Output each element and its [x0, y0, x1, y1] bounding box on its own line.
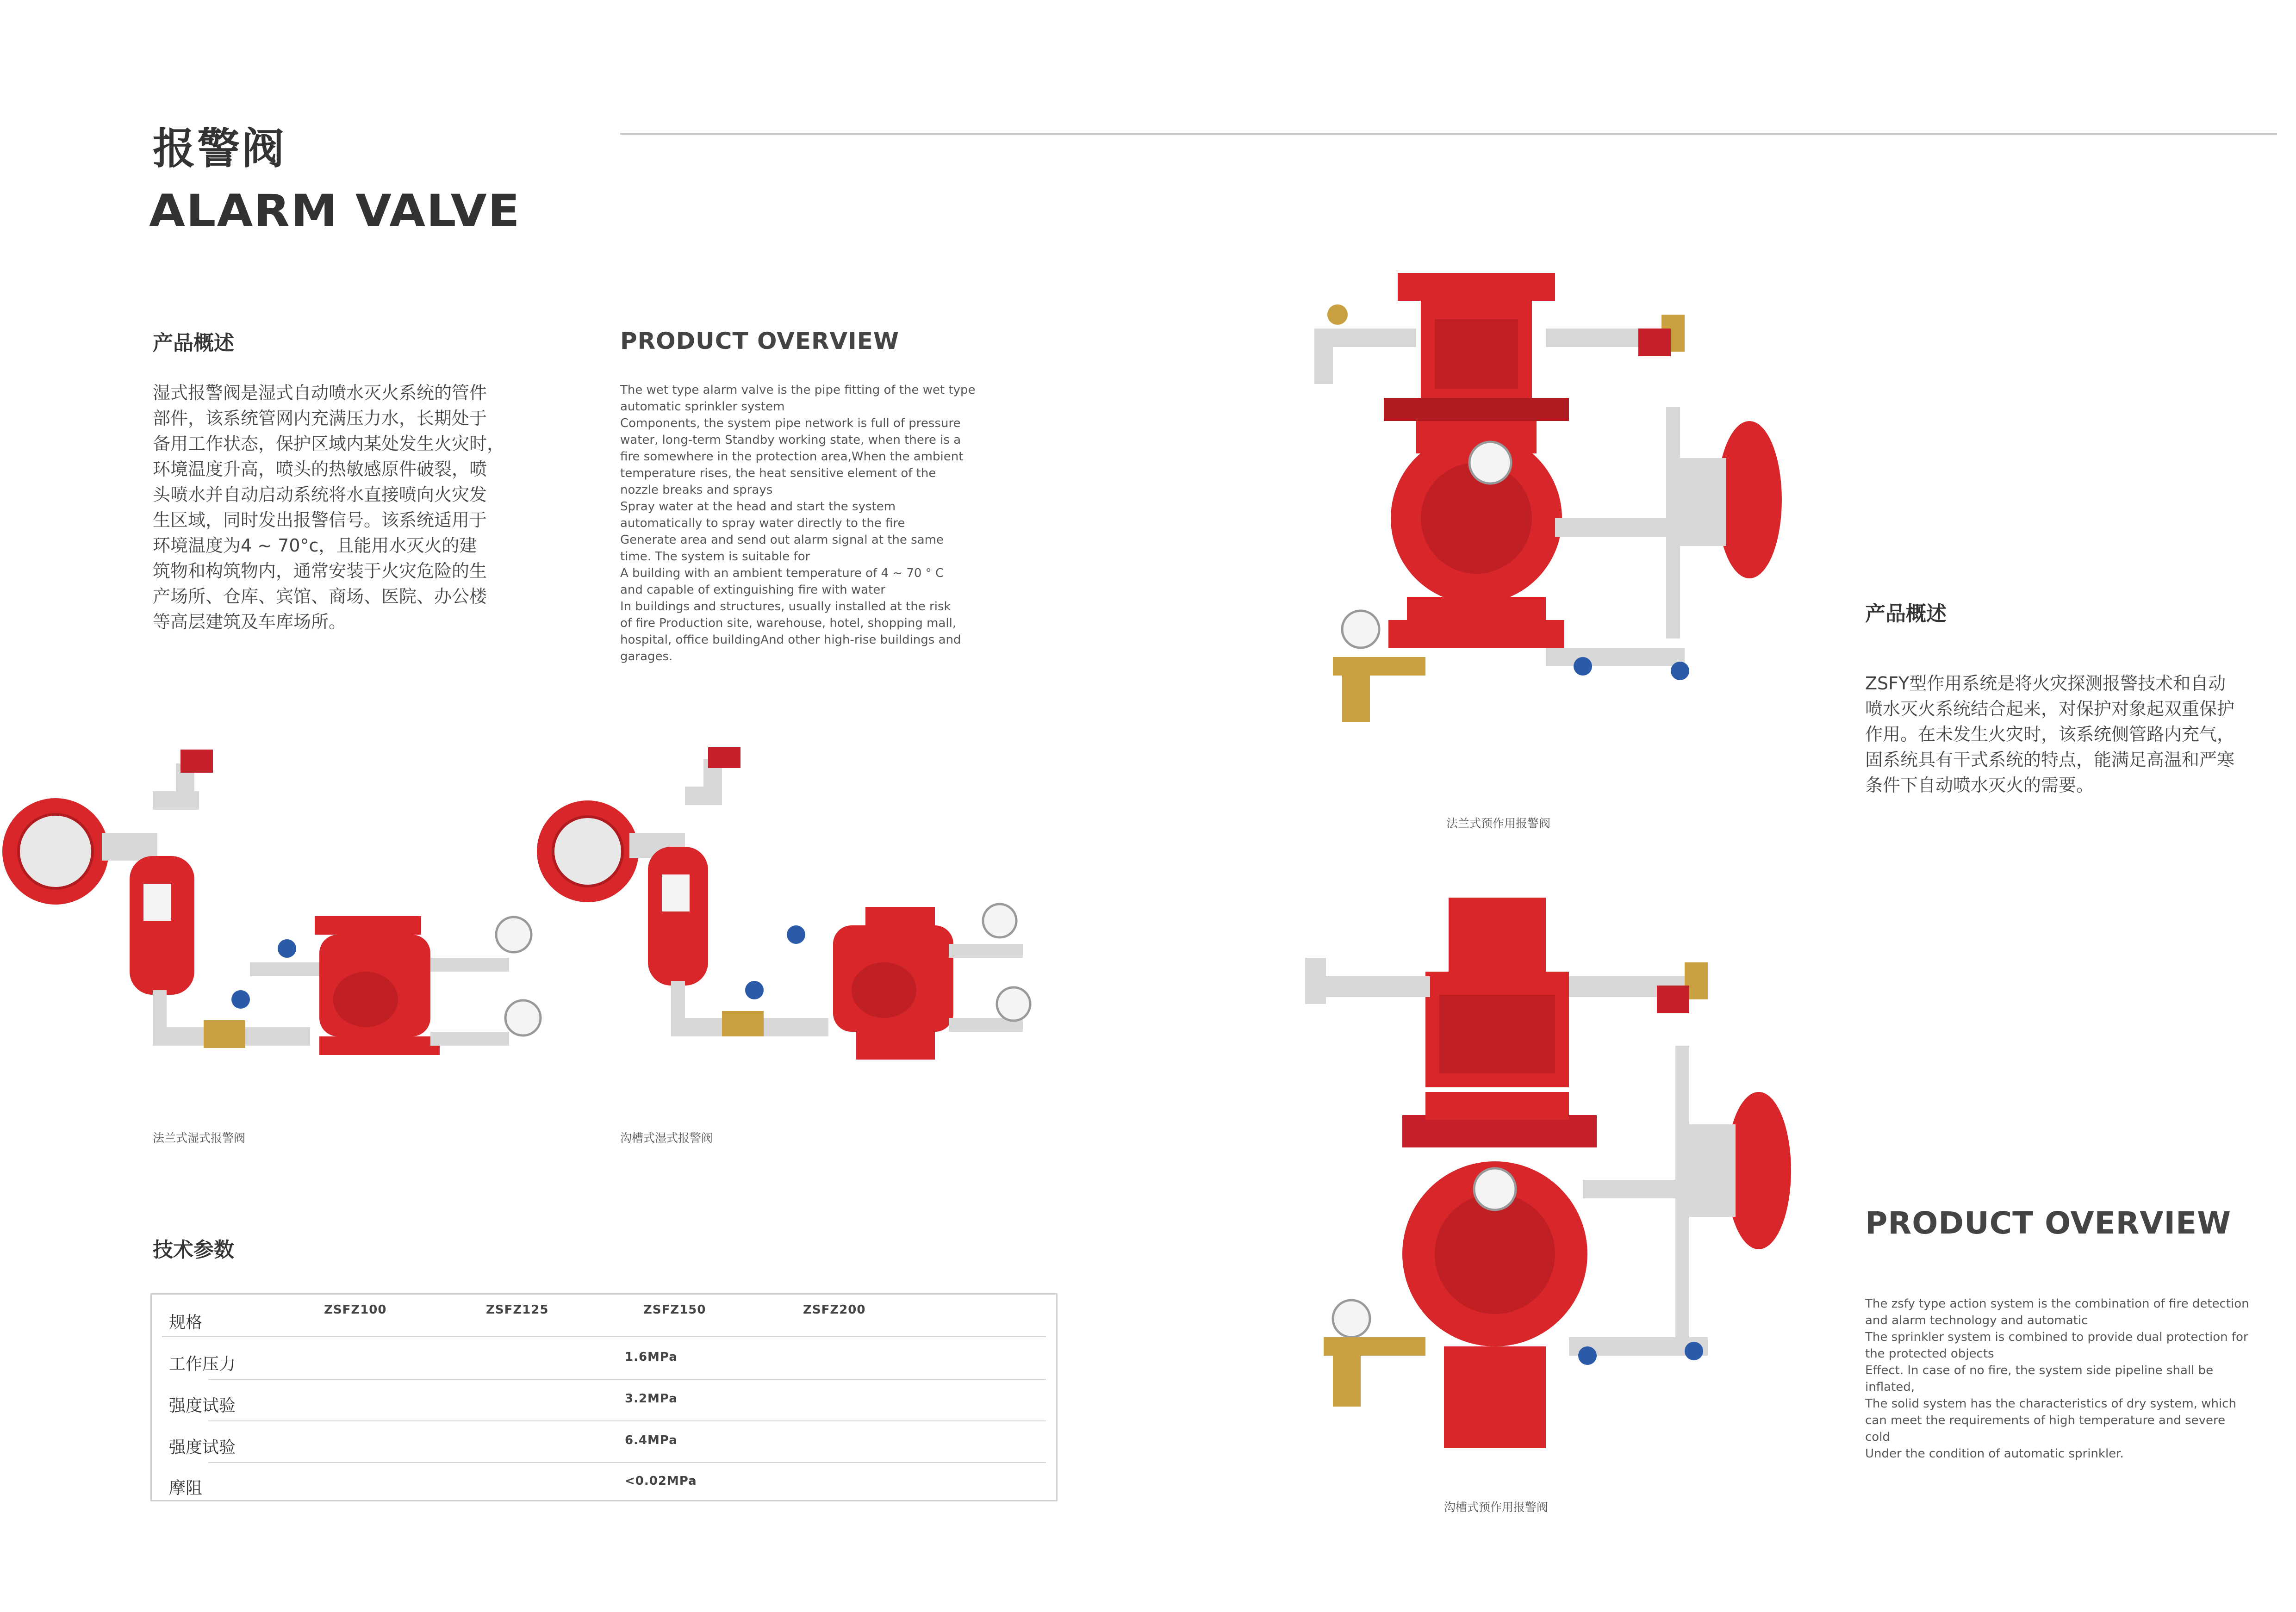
page-title-en: ALARM VALVE [149, 185, 521, 237]
table-row [162, 1465, 1046, 1507]
table-row [162, 1383, 1046, 1424]
row-divider [208, 1420, 1046, 1421]
overview-right-heading-cn: 产品概述 [1865, 602, 1947, 626]
caption-flange-wet: 法兰式湿式报警阀 [153, 1131, 246, 1145]
table-row [162, 1424, 1046, 1466]
overview-right-heading-en: PRODUCT OVERVIEW [1865, 1205, 2231, 1241]
spec-label: 工作压力 [169, 1355, 236, 1374]
row-divider [208, 1462, 1046, 1463]
spec-model-150: ZSFZ150 [643, 1303, 706, 1317]
overview-right-text-cn: ZSFY型作用系统是将火灾探测报警技术和自动 喷水灭火系统结合起来，对保护对象起双重保护 作用。在未发生火灾时，该系统侧管路内充气， 固系统具有干式系统的特点，能满足高温和严寒 条件下自动喷水灭火的需要。 [1865, 673, 2235, 795]
groove-wet-valve-image [532, 740, 1064, 1092]
spec-value: 3.2MPa [625, 1392, 678, 1406]
spec-value: 6.4MPa [625, 1433, 678, 1447]
overview-heading-en: PRODUCT OVERVIEW [620, 328, 900, 354]
caption-flange-preaction: 法兰式预作用报警阀 [1446, 817, 1551, 830]
overview-right-text-en: The zsfy type action system is the combination of fire detection and alarm technology and automatic The sprinkler system is combined to provide dual protection for the protected objects Effect. In case of no fire, the system side pipeline shall be inflated, The solid system has the characteristics of dry system, which can meet the requirements of high temperature and severe cold Under the condition of automatic sprinkler. [1865, 1297, 2249, 1461]
header-divider [620, 133, 2277, 135]
overview-heading-cn: 产品概述 [153, 331, 234, 355]
flange-preaction-valve-image [1287, 259, 1786, 796]
spec-value: <0.02MPa [625, 1474, 697, 1488]
row-divider [162, 1336, 1046, 1337]
spec-model-125: ZSFZ125 [486, 1303, 549, 1317]
spec-label: 强度试验 [169, 1438, 236, 1457]
overview-text-en: The wet type alarm valve is the pipe fitting of the wet type automatic sprinkler system Components, the system pipe network is full of pressure water, long-term Standby working state, when there is a fire somewhere in the protection area,When the ambient temperature rises, the heat sensitive element of the nozzle breaks and sprays Spray water at the head and start the system automatically to spray water directly to the fire Generate area and send out alarm signal at the same time. The system is suitable for A building with an ambient temperature of 4 ~ 70 ° C and capable of extinguishing fire with water In buildings and structures, usually installed at the risk of fire Production site, warehouse, hotel, shopping mall, hospital, office buildingAnd other high-rise buildings and garages. [620, 383, 976, 663]
overview-text-cn: 湿式报警阀是湿式自动喷水灭火系统的管件 部件，该系统管网内充满压力水，长期处于 备用工作状态，保护区域内某处发生火灾时， 环境温度升高，喷头的热敏感原件破裂，喷 头喷水并自动启动系统将水直接喷向火灾发 生区域，同时发出报警信号。该系统适用于 环境温度为4 ~ 70°c，且能用水灭火的建 筑物和构筑物内，通常安装于火灾危险的生 产场所、仓库、宾馆、商场、医院、办公楼 等高层建筑及车库场所。 [153, 383, 505, 632]
caption-groove-preaction: 沟槽式预作用报警阀 [1444, 1500, 1549, 1514]
caption-groove-wet: 沟槽式湿式报警阀 [620, 1131, 713, 1145]
spec-value: 1.6MPa [625, 1350, 678, 1364]
spec-model-200: ZSFZ200 [803, 1303, 866, 1317]
spec-label: 摩阻 [169, 1479, 203, 1498]
spec-label: 强度试验 [169, 1396, 236, 1415]
spec-label: 规格 [169, 1313, 203, 1332]
specs-table [150, 1293, 1058, 1501]
table-row [162, 1341, 1046, 1383]
table-row [162, 1299, 1046, 1341]
page-title-cn: 报警阀 [153, 124, 286, 174]
specs-heading: 技术参数 [153, 1238, 234, 1262]
groove-preaction-valve-image [1287, 893, 1796, 1481]
spec-model-100: ZSFZ100 [324, 1303, 387, 1317]
flange-wet-valve-image [0, 740, 555, 1110]
row-divider [208, 1379, 1046, 1380]
